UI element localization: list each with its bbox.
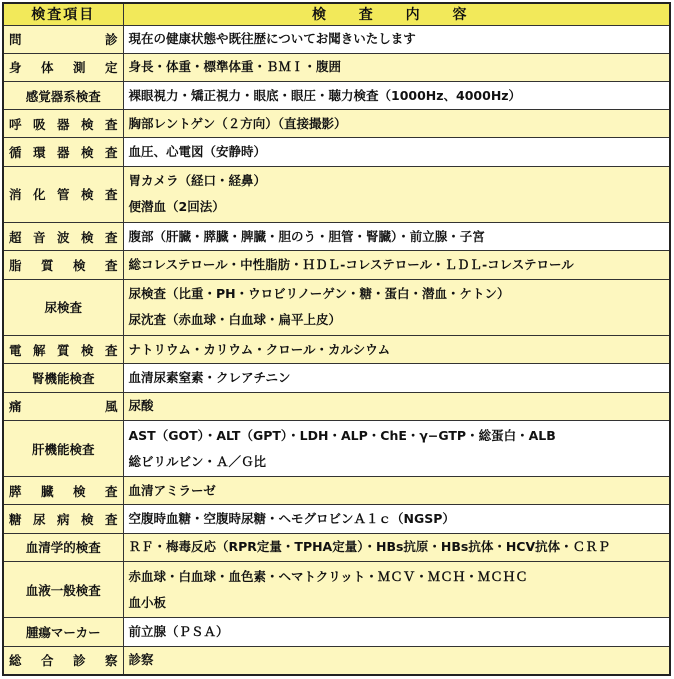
exam-category: 消化管検査	[3, 166, 123, 222]
table-row	[3, 223, 670, 251]
exam-category: 問 診	[3, 25, 123, 53]
exam-content	[123, 364, 670, 392]
table-header-row	[3, 3, 670, 25]
exam-category: 腫瘍マーカー	[3, 618, 123, 646]
table-row	[3, 336, 670, 364]
exam-content-item: 尿酸	[128, 398, 154, 414]
table-row	[3, 646, 670, 675]
exam-content-item: 総ビリルビン・Ａ／Ｇ比	[128, 453, 267, 469]
exam-content-item: 総コレステロール・中性脂肪・ＨＤＬ-コレステロール・ＬＤＬ-コレステロール	[128, 256, 574, 272]
exam-content-item: 前立腺（ＰＳＡ）	[128, 624, 229, 640]
exam-content	[123, 618, 670, 646]
exam-content-item: 身長・体重・標準体重・ＢＭＩ・腹囲	[128, 59, 342, 75]
exam-table	[2, 2, 671, 676]
exam-category: 血清学的検査	[3, 533, 123, 561]
table-row	[3, 364, 670, 392]
exam-category: 総合診察	[3, 646, 123, 675]
exam-content-item: 血清尿素窒素・クレアチニン	[128, 369, 291, 385]
table-row	[3, 110, 670, 138]
exam-content	[123, 223, 670, 251]
exam-category: 循環器検査	[3, 138, 123, 166]
table-row	[3, 279, 670, 335]
exam-content-item: ＲＦ・梅毒反応（RPR定量・TPHA定量）・HBs抗原・HBs抗体・HCV抗体・ＣＲＰ	[128, 539, 611, 555]
exam-category: 感覚器系検査	[3, 81, 123, 109]
exam-content-item: 便潜血（2回法）	[128, 199, 225, 215]
exam-content	[123, 81, 670, 109]
exam-content-item: 血小板	[128, 594, 167, 610]
exam-content-item: 胃カメラ（経口・経鼻）	[128, 173, 267, 189]
table-row	[3, 53, 670, 81]
exam-content	[123, 392, 670, 420]
exam-content	[123, 336, 670, 364]
exam-content	[123, 251, 670, 279]
exam-category: 尿検査	[3, 279, 123, 335]
header-category: 検査項目	[3, 3, 123, 25]
exam-content	[123, 166, 670, 222]
exam-category: 血液一般検査	[3, 561, 123, 617]
table-row	[3, 505, 670, 533]
exam-category: 超音波検査	[3, 223, 123, 251]
exam-category: 脂質検査	[3, 251, 123, 279]
table-row	[3, 533, 670, 561]
exam-content	[123, 138, 670, 166]
header-content: 検 査 内 容	[123, 3, 670, 25]
exam-content	[123, 53, 670, 81]
exam-content-item: 腹部（肝臓・膵臓・脾臓・胆のう・胆管・腎臓）・前立腺・子宮	[128, 228, 485, 244]
exam-content-item: 現在の健康状態や既往歴についてお聞きいたします	[128, 31, 416, 47]
table-row	[3, 166, 670, 222]
exam-content	[123, 533, 670, 561]
table-row	[3, 561, 670, 617]
exam-content	[123, 561, 670, 617]
table-row	[3, 618, 670, 646]
exam-content-item: 尿沈査（赤血球・白血球・扁平上皮）	[128, 312, 342, 328]
table-row	[3, 251, 670, 279]
exam-category: 肝機能検査	[3, 420, 123, 476]
exam-content	[123, 110, 670, 138]
exam-content	[123, 25, 670, 53]
exam-category: 呼吸器検査	[3, 110, 123, 138]
table-row	[3, 392, 670, 420]
exam-content-item: 診察	[128, 652, 154, 668]
exam-category: 膵臓検査	[3, 477, 123, 505]
exam-content-item: 血清アミラーゼ	[128, 482, 216, 498]
table-row	[3, 420, 670, 476]
exam-content	[123, 420, 670, 476]
exam-content	[123, 505, 670, 533]
exam-category: 糖尿病検査	[3, 505, 123, 533]
table-row	[3, 25, 670, 53]
exam-category: 痛 風	[3, 392, 123, 420]
exam-content-item: 胸部レントゲン（２方向）（直接撮影）	[128, 115, 347, 131]
exam-content-item: AST（GOT）・ALT（GPT）・LDH・ALP・ChE・γ−GTP・総蛋白・ALB	[128, 427, 556, 443]
table-row	[3, 81, 670, 109]
exam-category: 電解質検査	[3, 336, 123, 364]
table-row	[3, 477, 670, 505]
exam-content-item: 血圧、心電図（安静時）	[128, 144, 267, 160]
exam-content	[123, 646, 670, 675]
exam-content-item: 尿検査（比重・PH・ウロビリノーゲン・糖・蛋白・潜血・ケトン）	[128, 286, 510, 302]
exam-content	[123, 279, 670, 335]
exam-content-item: ナトリウム・カリウム・クロール・カルシウム	[128, 341, 391, 357]
exam-table-body	[3, 25, 670, 675]
exam-content-item: 赤血球・白血球・血色素・ヘマトクリット・ＭＣＶ・ＭＣＨ・ＭＣＨＣ	[128, 568, 528, 584]
table-row	[3, 138, 670, 166]
exam-category: 身体測定	[3, 53, 123, 81]
exam-content	[123, 477, 670, 505]
exam-content-item: 空腹時血糖・空腹時尿糖・ヘモグロビンＡ１ｃ（NGSP）	[128, 511, 455, 527]
exam-content-item: 裸眼視力・矯正視力・眼底・眼圧・聴力検査（1000Hz、4000Hz）	[128, 87, 522, 103]
exam-category: 腎機能検査	[3, 364, 123, 392]
